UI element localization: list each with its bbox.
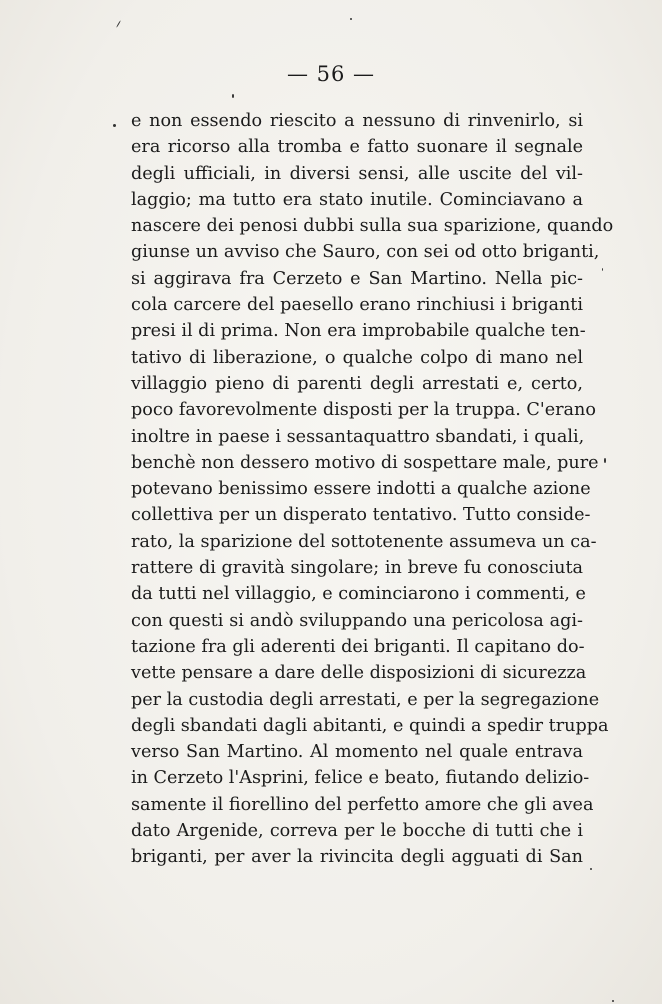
text-line: collettiva per un disperato tentativo. Tutto conside-: [131, 505, 591, 526]
text-line: presi il di prima. Non era improbabile qualche ten-: [131, 321, 586, 342]
scan-speck: [113, 124, 116, 127]
text-line: tativo di liberazione, o qualche colpo di mano nel: [131, 347, 583, 368]
text-line: vette pensare a dare delle disposizioni di sicurezza: [131, 663, 587, 684]
text-line: e non essendo riescito a nessuno di rinvenirlo, si: [131, 111, 583, 131]
scan-speck: [604, 458, 606, 463]
text-line: per la custodia degli arrestati, e per la segregazione: [131, 689, 600, 710]
text-line: degli ufficiali, in diversi sensi, alle uscite del vil-: [131, 163, 583, 184]
scan-speck: [602, 268, 603, 271]
scan-speck: [116, 20, 121, 27]
text-line: da tutti nel villaggio, e cominciarono i commenti, e: [131, 584, 586, 605]
text-line: laggio; ma tutto era stato inutile. Cominciavano a: [131, 189, 583, 210]
text-line: con questi si andò sviluppando una pericolosa agi-: [131, 610, 583, 631]
text-line: inoltre in paese i sessantaquattro sbandati, i quali,: [131, 426, 585, 447]
text-line: samente il fiorellino del perfetto amore che gli avea: [131, 794, 594, 815]
text-line: tazione fra gli aderenti dei briganti. Il capitano do-: [131, 636, 585, 657]
text-line: era ricorso alla tromba e fatto suonare il segnale: [131, 137, 583, 158]
text-line: poco favorevolmente disposti per la truppa. C'erano: [131, 400, 596, 421]
scan-speck: [590, 868, 592, 870]
scan-speck: [232, 94, 234, 98]
text-line: cola carcere del paesello erano rinchiusi i briganti: [131, 295, 583, 316]
text-line: rato, la sparizione del sottotenente assumeva un ca-: [131, 531, 597, 552]
text-line: briganti, per aver la rivincita degli agguati di San: [131, 847, 583, 868]
text-line: benchè non dessero motivo di sospettare male, pure: [131, 452, 599, 473]
text-line: verso San Martino. Al momento nel quale entrava: [131, 742, 583, 763]
page-number: — 56 —: [286, 62, 376, 86]
text-line: potevano benissimo essere indotti a qualche azione: [131, 479, 591, 500]
text-line: degli sbandati dagli abitanti, e quindi a spedir truppa: [131, 715, 609, 736]
text-line: giunse un avviso che Sauro, con sei od otto briganti,: [131, 242, 600, 263]
body-text: [131, 108, 614, 871]
scan-speck: [612, 1000, 614, 1002]
text-line: villaggio pieno di parenti degli arrestati e, certo,: [131, 373, 583, 394]
text-line: dato Argenide, correva per le bocche di tutti che i: [131, 821, 583, 842]
scan-speck: [350, 18, 352, 20]
text-line: rattere di gravità singolare; in breve fu conosciuta: [131, 558, 583, 579]
text-line: in Cerzeto l'Asprini, felice e beato, fiutando delizio-: [131, 768, 590, 789]
text-line: nascere dei penosi dubbi sulla sua sparizione, quando: [131, 216, 614, 237]
text-line: si aggirava fra Cerzeto e San Martino. Nella pic-: [131, 268, 583, 289]
